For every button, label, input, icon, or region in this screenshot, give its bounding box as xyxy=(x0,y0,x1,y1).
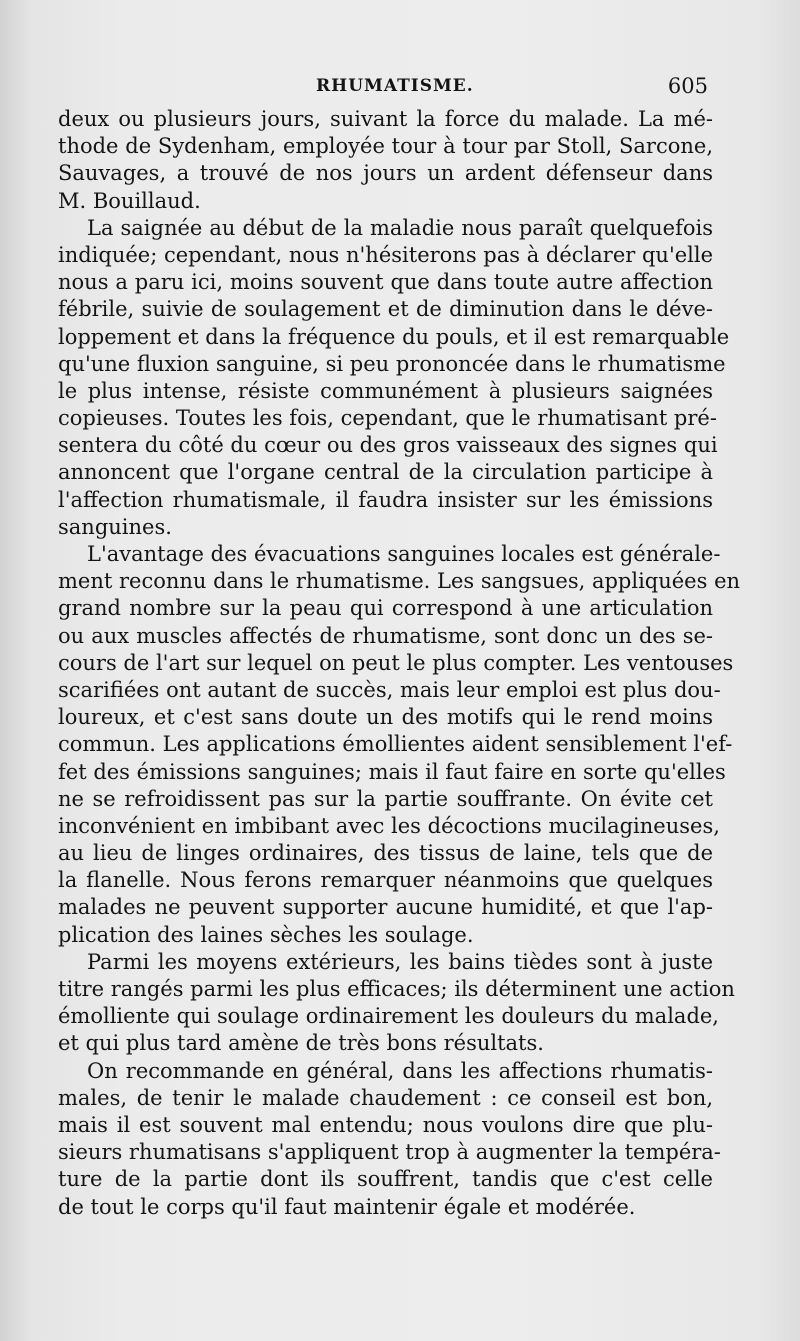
text-line: loppement et dans la fréquence du pouls, et il est remarquable xyxy=(58,324,730,349)
text-line: fet des émissions sanguines; mais il faut faire en sorte qu'elles xyxy=(58,759,726,784)
page-header xyxy=(58,74,708,104)
paragraph-4 xyxy=(58,949,735,1058)
text-line: ne se refroidissent pas sur la partie souffrante. On évite cet xyxy=(58,786,713,811)
text-line: commun. Les applications émollientes aident sensiblement l'ef- xyxy=(58,732,733,757)
running-title: RHUMATISME. xyxy=(316,76,474,96)
text-line: grand nombre sur la peau qui correspond à une articulation xyxy=(58,596,713,621)
text-line: la flanelle. Nous ferons remarquer néanmoins que quelques xyxy=(58,868,713,893)
text-line: le plus intense, résiste communément à plusieurs saignées xyxy=(58,378,713,403)
text-line: au lieu de linges ordinaires, des tissus de laine, tels que de xyxy=(58,841,713,866)
text-line: M. Bouillaud. xyxy=(58,188,201,213)
text-line: l'affection rhumatismale, il faudra insister sur les émissions xyxy=(58,487,713,512)
text-line: sentera du côté du cœur ou des gros vaisseaux des signes qui xyxy=(58,433,718,458)
text-line: loureux, et c'est sans doute un des motifs qui le rend moins xyxy=(58,705,713,730)
text-line: sanguines. xyxy=(58,514,172,539)
text-line: ment reconnu dans le rhumatisme. Les sangsues, appliquées en xyxy=(58,569,741,594)
text-line: males, de tenir le malade chaudement : ce conseil est bon, xyxy=(58,1085,713,1110)
text-line: et qui plus tard amène de très bons résultats. xyxy=(58,1031,544,1056)
text-line: cours de l'art sur lequel on peut le plus compter. Les ventouses xyxy=(58,650,734,675)
text-line: scarifiées ont autant de succès, mais leur emploi est plus dou- xyxy=(58,677,721,702)
text-line: émolliente qui soulage ordinairement les douleurs du malade, xyxy=(58,1004,719,1029)
paragraph-1 xyxy=(58,106,713,215)
text-line: qu'une fluxion sanguine, si peu prononcée dans le rhumatisme xyxy=(58,351,726,376)
text-line: titre rangés parmi les plus efficaces; ils déterminent une action xyxy=(58,977,735,1001)
text-line: Parmi les moyens extérieurs, les bains tièdes sont à juste xyxy=(87,949,713,974)
text-line: annoncent que l'organe central de la circulation participe à xyxy=(58,460,713,485)
text-line: malades ne peuvent supporter aucune humidité, et que l'ap- xyxy=(58,895,713,920)
paragraph-5 xyxy=(58,1058,721,1221)
text-line: deux ou plusieurs jours, suivant la force du malade. La mé- xyxy=(58,107,713,131)
text-line: indiquée; cependant, nous n'hésiterons pas à déclarer qu'elle xyxy=(58,242,713,267)
text-line: nous a paru ici, moins souvent que dans toute autre affection xyxy=(58,270,713,295)
paragraph-3 xyxy=(58,541,741,949)
text-line: Sauvages, a trouvé de nos jours un ardent défenseur dans xyxy=(58,161,713,186)
body-text xyxy=(58,106,741,1221)
text-line: sieurs rhumatisans s'appliquent trop à augmenter la tempéra- xyxy=(58,1140,721,1165)
text-line: plication des laines sèches les soulage. xyxy=(58,922,474,947)
page-number: 605 xyxy=(667,74,708,98)
text-line: L'avantage des évacuations sanguines locales est générale- xyxy=(87,542,721,566)
text-line: mais il est souvent mal entendu; nous voulons dire que plu- xyxy=(58,1112,713,1137)
text-line: inconvénient en imbibant avec les décoctions mucilagineuses, xyxy=(58,813,720,838)
text-line: La saignée au début de la maladie nous paraît quelquefois xyxy=(87,215,713,240)
text-line: ou aux muscles affectés de rhumatisme, sont donc un des se- xyxy=(58,623,713,648)
text-line: thode de Sydenham, employée tour à tour par Stoll, Sarcone, xyxy=(58,134,713,159)
text-line: copieuses. Toutes les fois, cependant, que le rhumatisant pré- xyxy=(58,406,717,431)
text-line: ture de la partie dont ils souffrent, tandis que c'est celle xyxy=(58,1167,713,1192)
text-line: On recommande en général, dans les affections rhumatis- xyxy=(87,1058,713,1083)
paragraph-2 xyxy=(58,215,730,541)
text-line: fébrile, suivie de soulagement et de diminution dans le déve- xyxy=(58,297,713,322)
text-line: de tout le corps qu'il faut maintenir égale et modérée. xyxy=(58,1194,636,1219)
